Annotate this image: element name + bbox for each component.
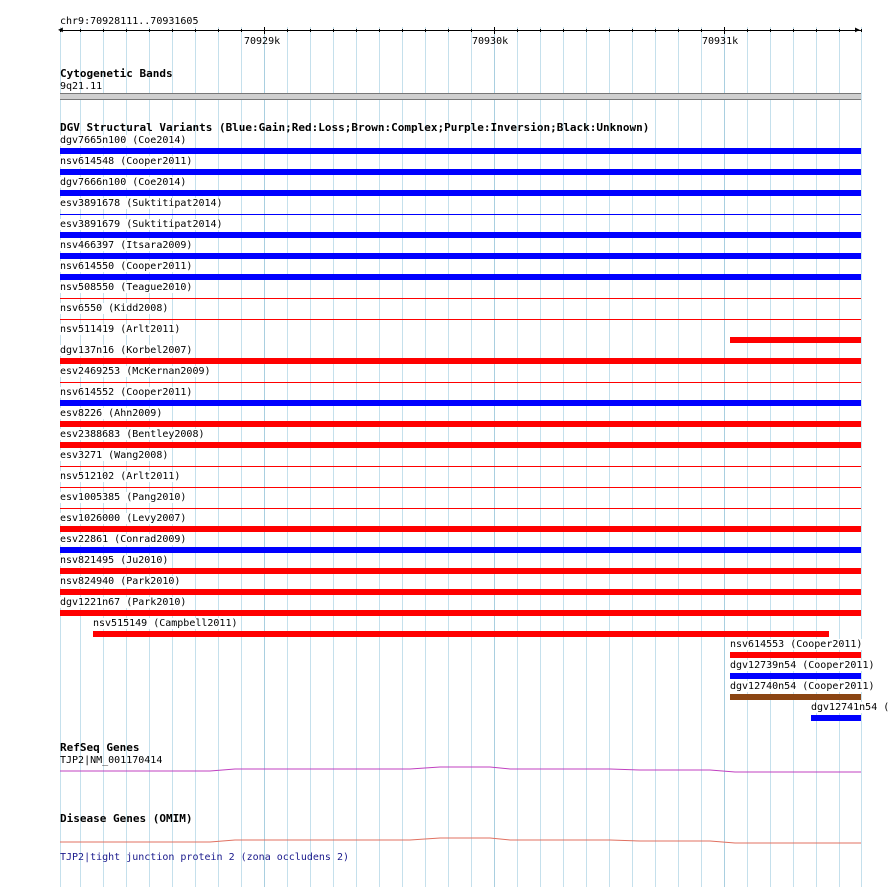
dgv-feature-label[interactable]: esv3891679 (Suktitipat2014) (60, 219, 223, 230)
dgv-feature-label[interactable]: nsv614548 (Cooper2011) (60, 156, 193, 167)
dgv-feature-label[interactable]: nsv824940 (Park2010) (60, 576, 181, 587)
dgv-feature-label[interactable]: dgv137n16 (Korbel2007) (60, 345, 193, 356)
dgv-feature-label[interactable]: nsv512102 (Arlt2011) (60, 471, 181, 482)
dgv-feature-label[interactable]: nsv508550 (Teague2010) (60, 282, 193, 293)
dgv-feature-label[interactable]: dgv1221n67 (Park2010) (60, 597, 187, 608)
dgv-feature-label[interactable]: nsv6550 (Kidd2008) (60, 303, 169, 314)
dgv-feature-label[interactable]: dgv12740n54 (Cooper2011) (730, 681, 875, 692)
dgv-track-title[interactable]: DGV Structural Variants (Blue:Gain;Red:Loss;Brown:Complex;Purple:Inversion;Black:Unknown) (60, 121, 650, 134)
dgv-feature-label[interactable]: nsv466397 (Itsara2009) (60, 240, 193, 251)
cytoband-label: 9q21.11 (60, 81, 103, 92)
dgv-feature-label[interactable]: nsv511419 (Arlt2011) (60, 324, 181, 335)
dgv-feature-label[interactable]: dgv12741n54 ( (811, 702, 890, 713)
ruler-left-arrow-icon: ◀ (58, 25, 63, 34)
dgv-feature-label[interactable]: esv3891678 (Suktitipat2014) (60, 198, 223, 209)
dgv-feature-label[interactable]: esv1026000 (Levy2007) (60, 513, 187, 524)
ruler-tick-label: 70931k (702, 36, 739, 47)
dgv-feature-label[interactable]: nsv614550 (Cooper2011) (60, 261, 193, 272)
ruler-tick-label: 70929k (244, 36, 281, 47)
dgv-feature-label[interactable]: esv2469253 (McKernan2009) (60, 366, 211, 377)
dgv-feature-label[interactable]: dgv7665n100 (Coe2014) (60, 135, 187, 146)
refseq-gene-label[interactable]: TJP2|NM_001170414 (60, 755, 163, 766)
dgv-feature-label[interactable]: esv3271 (Wang2008) (60, 450, 169, 461)
dgv-feature-label[interactable]: dgv12739n54 (Cooper2011) (730, 660, 875, 671)
dgv-feature-label[interactable]: esv8226 (Ahn2009) (60, 408, 163, 419)
dgv-feature-label[interactable]: esv2388683 (Bentley2008) (60, 429, 205, 440)
dgv-feature-label[interactable]: nsv515149 (Campbell2011) (93, 618, 238, 629)
cytoband-track-title[interactable]: Cytogenetic Bands (60, 67, 173, 80)
dgv-feature-label[interactable]: esv1005385 (Pang2010) (60, 492, 187, 503)
ruler-right-arrow-icon: ▶ (855, 25, 860, 34)
location-label: chr9:70928111..70931605 (60, 16, 199, 27)
ruler-tick-label: 70930k (472, 36, 509, 47)
dgv-feature-label[interactable]: nsv821495 (Ju2010) (60, 555, 169, 566)
dgv-feature-label[interactable]: dgv7666n100 (Coe2014) (60, 177, 187, 188)
omim-gene-label[interactable]: TJP2|tight junction protein 2 (zona occludens 2) (60, 852, 349, 863)
refseq-track-title[interactable]: RefSeq Genes (60, 741, 140, 754)
dgv-feature-label[interactable]: esv22861 (Conrad2009) (60, 534, 187, 545)
omim-track-title[interactable]: Disease Genes (OMIM) (60, 812, 193, 825)
dgv-feature-label[interactable]: nsv614552 (Cooper2011) (60, 387, 193, 398)
dgv-feature-label[interactable]: nsv614553 (Cooper2011) (730, 639, 863, 650)
